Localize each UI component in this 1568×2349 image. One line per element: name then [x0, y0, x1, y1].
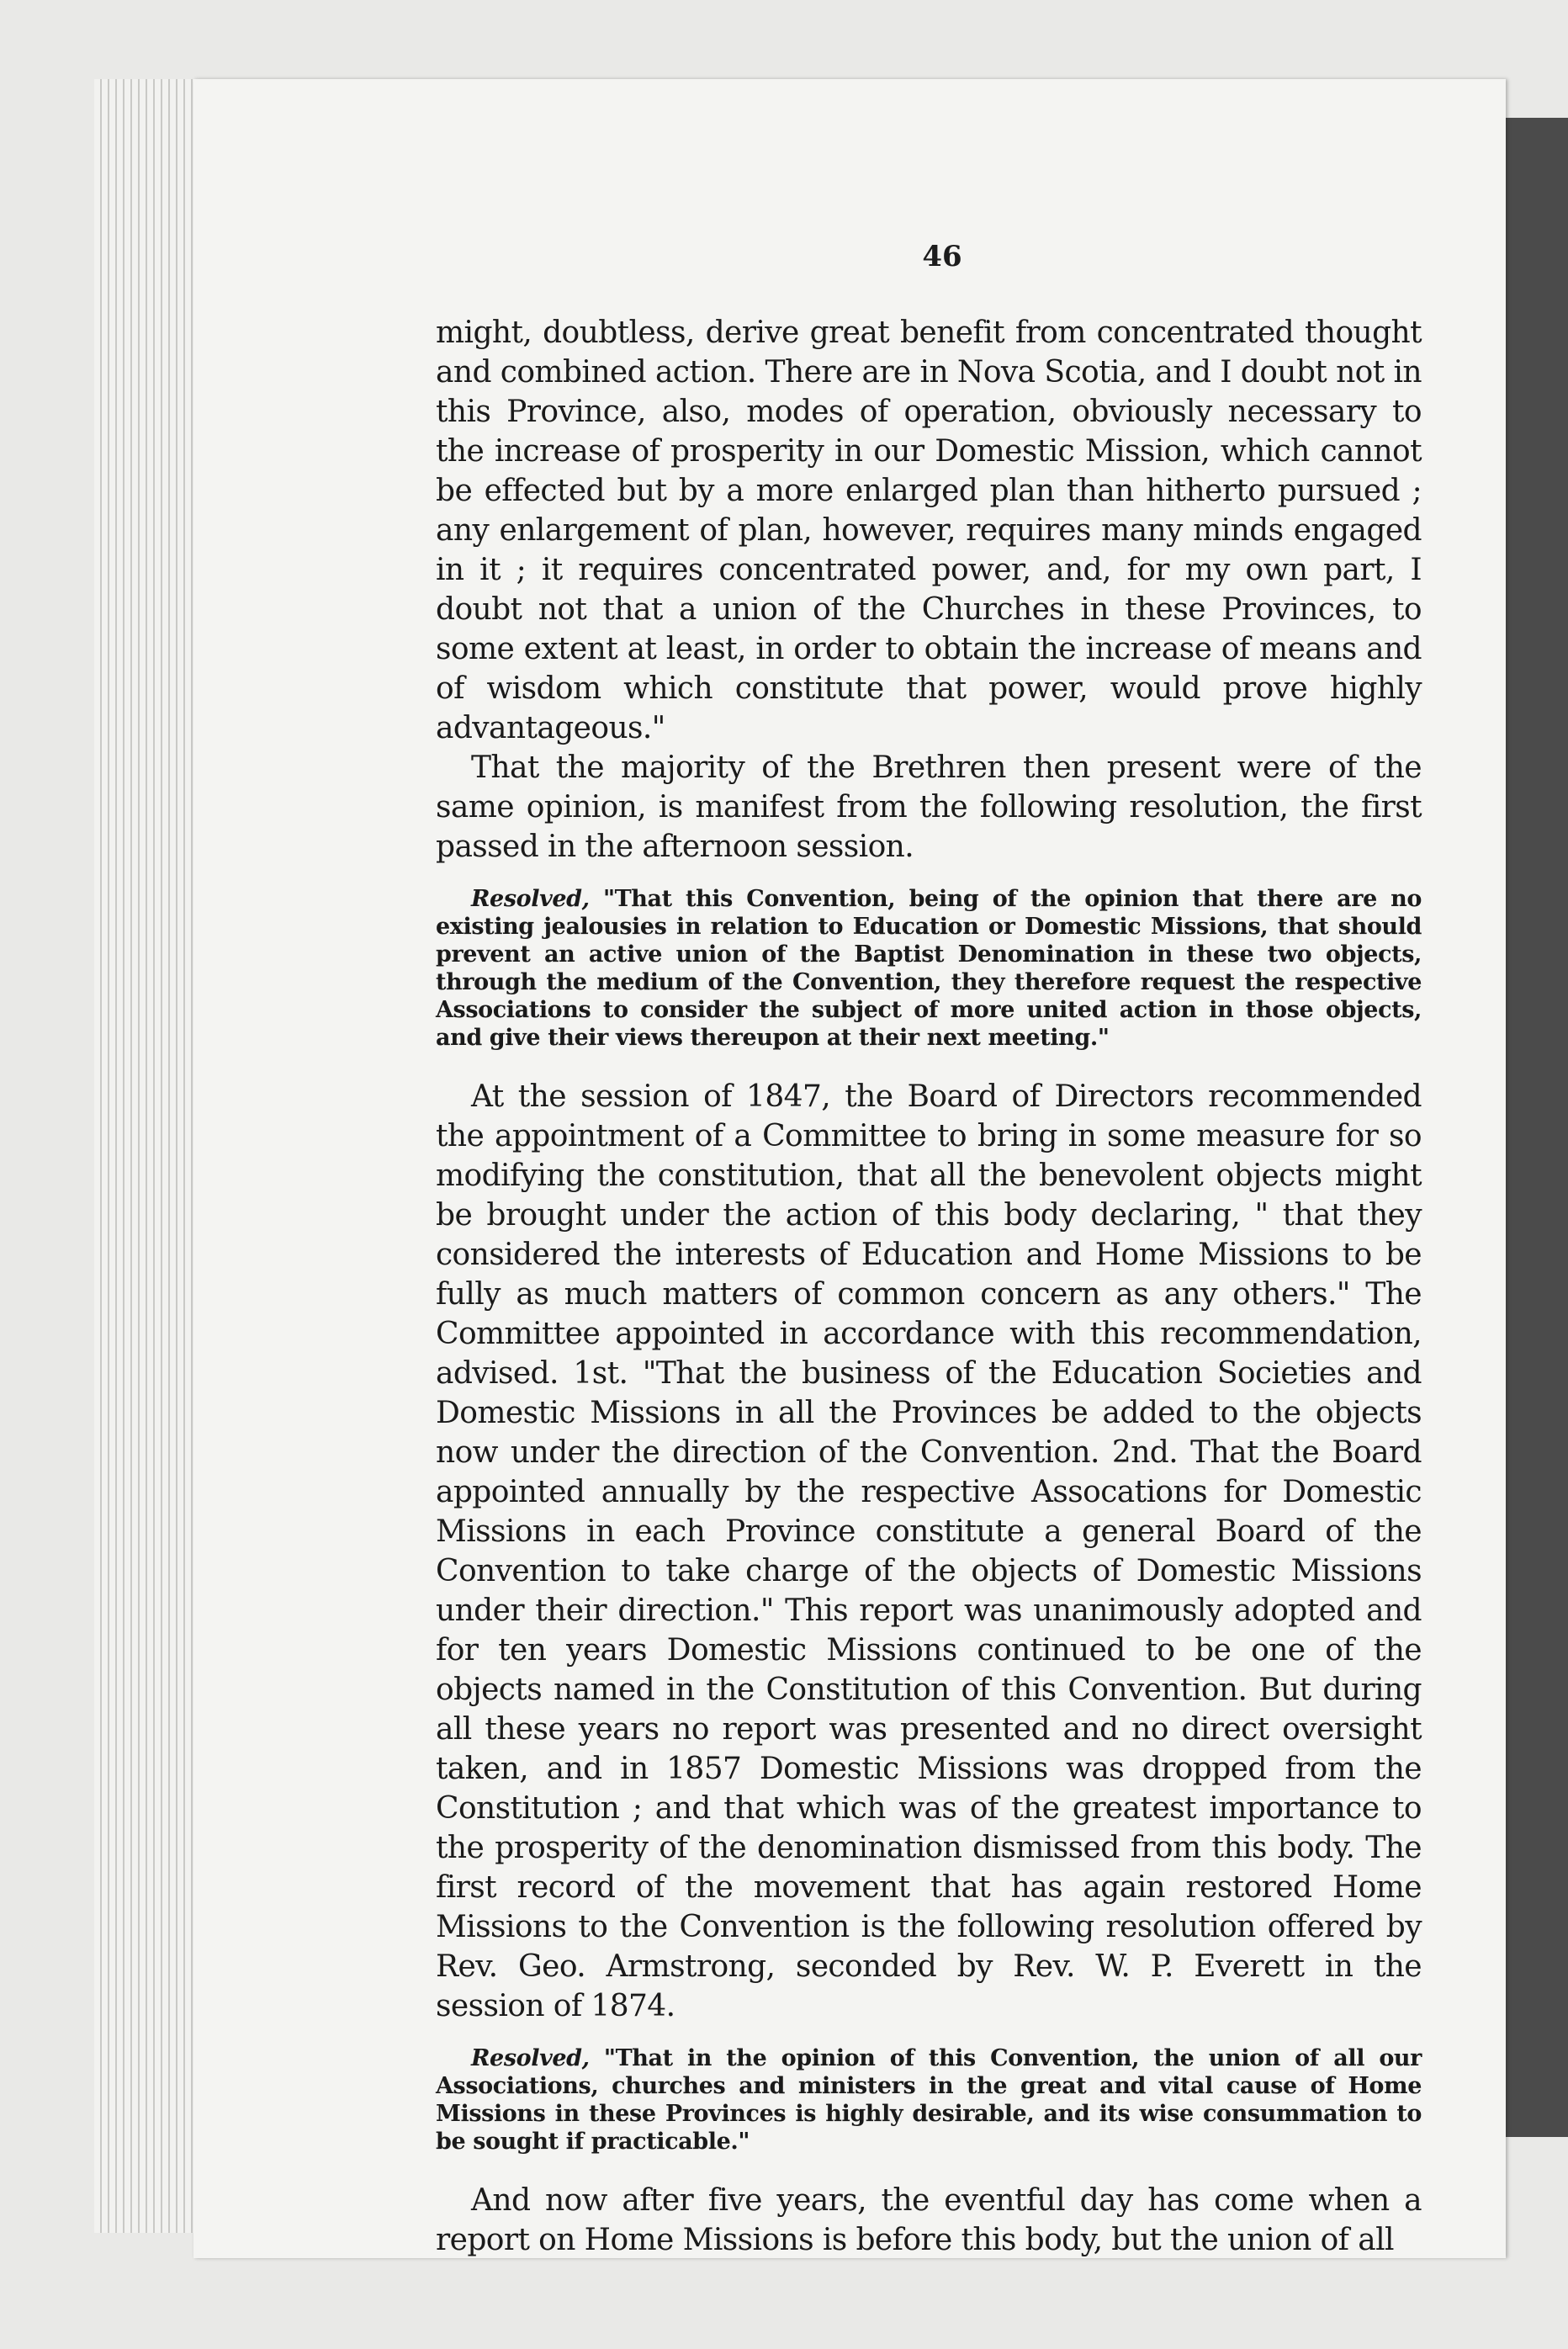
- resolution-text: "That this Convention, being of the opinion that there are no existing jealousies in relation to Education or Domestic Missions, that should prevent an active union of the Baptist Denomination in these two objects, through the medium of the Convention, they therefore request the respective Associations to consider the subject of more united action in those objects, and give their views thereupon at their next meeting.": [436, 886, 1422, 1051]
- resolution-quote-2: [436, 2044, 1422, 2155]
- paragraph-majority: That the majority of the Brethren then present were of the same opinion, is manifest from the following resolution, the first passed in the afternoon session.: [436, 750, 1422, 864]
- paragraph-continuation: might, doubtless, derive great benefit from concentrated thought and combined action. There are in Nova Scotia, and I doubt not in this Province, also, modes of operation, obviously necessary to the increase of prosperity in our Domestic Mission, which cannot be effected but by a more enlarged plan than hitherto pursued ; any enlargement of plan, however, requires many minds engaged in it ; it requires concentrated power, and, for my own part, I doubt not that a union of the Churches in these Provinces, to some extent at least, in order to obtain the increase of means and of wisdom which constitute that power, would prove highly advantageous.": [436, 315, 1422, 745]
- resolution-quote-1: [436, 885, 1422, 1052]
- paragraph-session-1847: At the session of 1847, the Board of Directors recommended the appointment of a Committee to bring in some measure for so modifying the constitution, that all the benevolent objects might be brought under the action of this body declaring, " that they considered the interests of Education and Home Missions to be fully as much matters of common concern as any others." The Committee appointed in accordance with this recommendation, advised. 1st. "That the business of the Education Societies and Domestic Missions in all the Provinces be added to the objects now under the direction of the Convention. 2nd. That the Board appointed annually by the respective Assocations for Domestic Missions in each Province constitute a general Board of the Convention to take charge of the objects of Domestic Missions under their direction." This report was unanimously adopted and for ten years Domestic Missions continued to be one of the objects named in the Constitution of this Convention. But during all these years no report was presented and no direct oversight taken, and in 1857 Domestic Missions was dropped from the Constitution ; and that which was of the greatest importance to the prosperity of the denomination dismissed from this body. The first record of the movement that has again restored Home Missions to the Convention is the following resolution offered by Rev. Geo. Armstrong, seconded by Rev. W. P. Everett in the session of 1874.: [436, 1079, 1422, 2023]
- book-cover-edge: [1497, 118, 1568, 2137]
- resolution-text: "That in the opinion of this Convention, the union of all our Associations, churches and ministers in the great and vital cause of Home Missions in these Provinces is highly desirable, and its wise consummation to be sought if practicable.": [436, 2045, 1422, 2155]
- page-body: [436, 313, 1422, 2260]
- resolution-lead: Resolved,: [471, 886, 590, 912]
- paragraph-eventful-day: And now after five years, the eventful day has come when a report on Home Missions is before this body, but the union of all: [436, 2183, 1422, 2257]
- resolution-lead: Resolved,: [471, 2045, 590, 2071]
- page-number: 46: [922, 240, 962, 273]
